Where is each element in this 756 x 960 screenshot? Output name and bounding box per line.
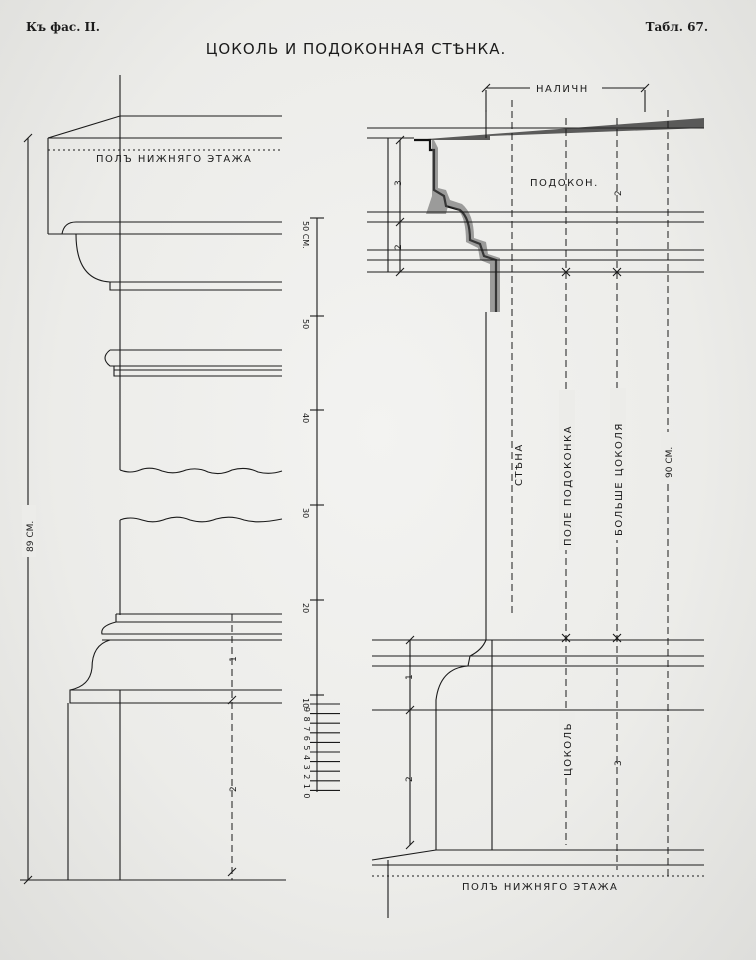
bolshe-tsokolya-label: БОЛЬШЕ ЦОКОЛЯ	[614, 422, 625, 536]
scale-major-label: 50	[301, 319, 310, 330]
pole-podokonka-label: ПОЛЕ ПОДОКОНКА	[563, 425, 574, 546]
page-title: ЦОКОЛЬ И ПОДОКОННАЯ СТѢНКА.	[205, 40, 507, 58]
col-dim-two: 2	[614, 190, 624, 196]
cm90-label: 90 СМ.	[665, 446, 675, 478]
scale-minor-label: 1	[302, 783, 311, 789]
scale-minor-label: 7	[302, 726, 311, 732]
tsokol-label: ЦОКОЛЬ	[563, 722, 574, 776]
scale-minor-label: 8	[302, 716, 311, 722]
podokon-label: ПОДОКОН.	[530, 178, 599, 189]
scale-major-label: 40	[301, 413, 310, 424]
scale-minor-label: 0	[302, 793, 311, 799]
scale-minor-label: 4	[302, 755, 311, 761]
floor-label-bottom: ПОЛЪ НИЖНЯГО ЭТАЖА	[462, 882, 619, 893]
right-dim-bottom-b: 2	[405, 776, 415, 782]
scale-minor-label: 5	[302, 745, 311, 751]
table-number: Табл. 67.	[645, 20, 708, 34]
right-dim-top-a: 3	[394, 180, 404, 186]
scale-major-label: 10	[301, 698, 310, 709]
left-dim-upper: 1	[229, 656, 239, 662]
sheet-reference: Къ фас. II.	[26, 20, 100, 34]
floor-label-top: ПОЛЪ НИЖНЯГО ЭТАЖА	[96, 154, 253, 165]
right-section	[367, 80, 704, 918]
scale-bar	[301, 218, 340, 798]
left-elevation	[20, 75, 286, 884]
dim-89-cm: 89 СМ.	[26, 520, 36, 552]
nalichn-label: НАЛИЧН	[536, 84, 589, 95]
left-dim-lower: 2	[229, 786, 239, 792]
scale-major-label: 30	[301, 508, 310, 519]
scale-major-label: 50 СМ.	[301, 221, 310, 249]
right-dim-top-b: 2	[394, 244, 404, 250]
scale-minor-label: 6	[302, 735, 311, 741]
scale-minor-label: 9	[302, 707, 311, 713]
scale-major-label: 20	[301, 603, 310, 614]
col-dim-three: 3	[614, 760, 624, 766]
stena-label: СТѢНА	[514, 443, 525, 486]
scale-minor-label: 3	[302, 764, 311, 770]
right-dim-bottom-a: 1	[405, 674, 415, 680]
scale-minor-label: 2	[302, 774, 311, 780]
